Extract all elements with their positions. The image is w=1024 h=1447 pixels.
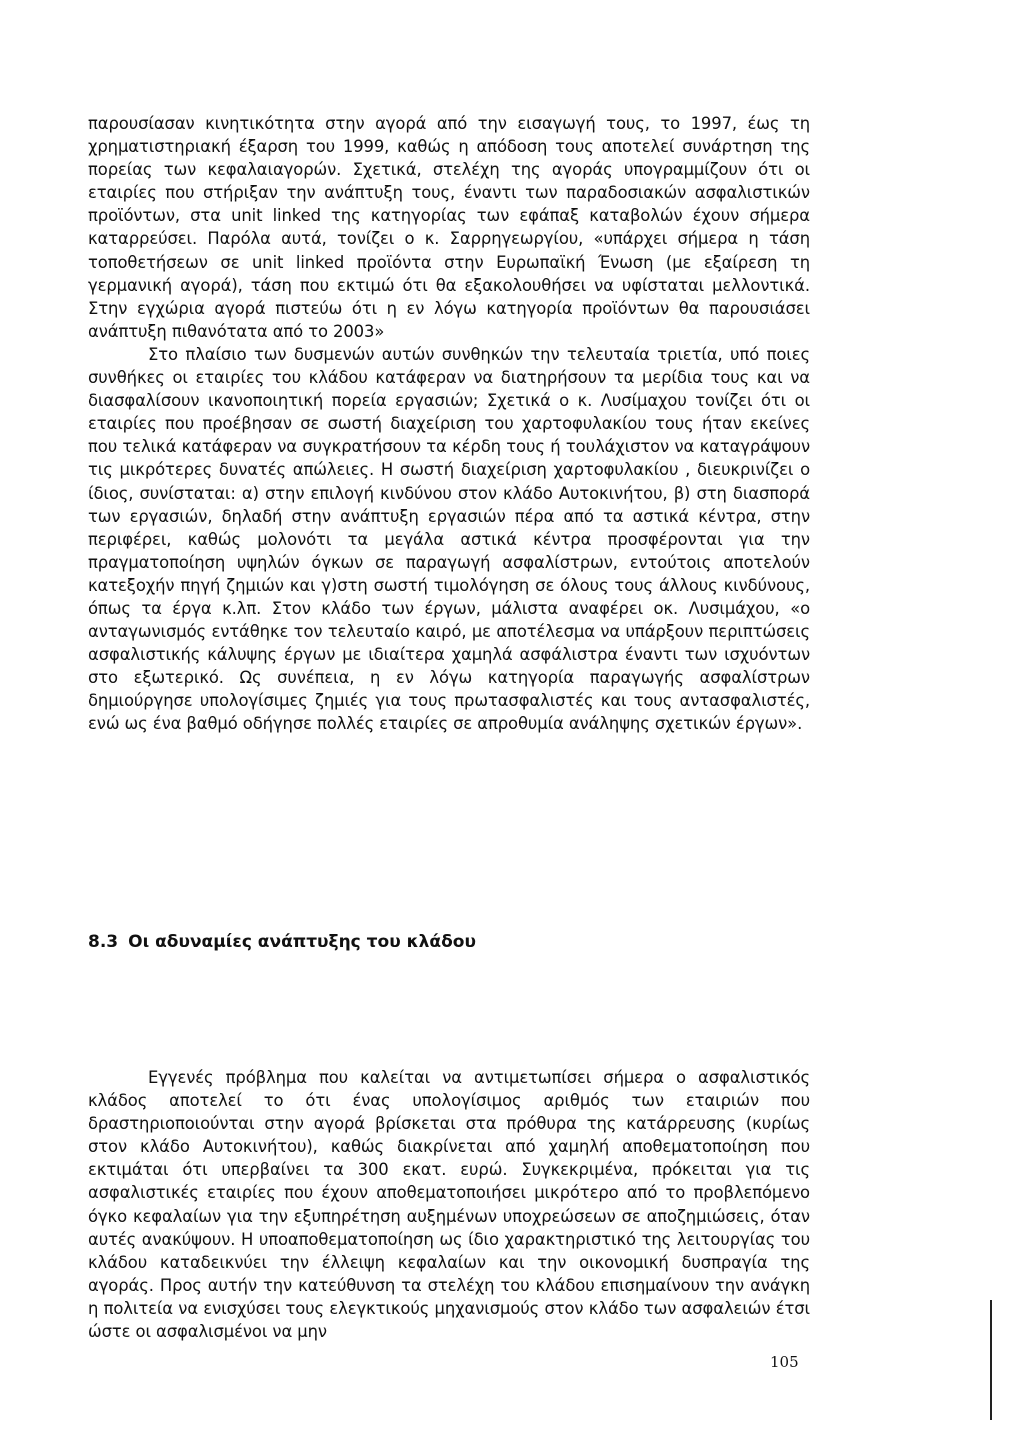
- page-number: 105: [770, 1353, 799, 1371]
- body-text-bottom: [88, 1066, 810, 1343]
- section-title: Οι αδυναμίες ανάπτυξης του κλάδου: [128, 932, 476, 952]
- paragraph-weaknesses: Εγγενές πρόβλημα που καλείται να αντιμετωπίσει σήμερα ο ασφαλιστικός κλάδος αποτελεί το ότι ένας υπολογίσιμος αριθμός των εταιριών που δραστηριοποιούνται στην αγορά βρίσκεται στα πρόθυρα της κατάρρευσης (κυρίως στον κλάδο Αυτοκινήτου), καθώς διακρίνεται από χαμηλή αποθεματοποίηση που εκτιμάται ότι υπερβαίνει τα 300 εκατ. ευρώ. Συγκεκριμένα, πρόκειται για τις ασφαλιστικές εταιρίες που έχουν αποθεματοποιήσει μικρότερο από το προβλεπόμενο όγκο κεφαλαίων για την εξυπηρέτηση αυξημένων υποχρεώσεων σε αποζημιώσεις, όταν αυτές ανακύψουν. Η υποαποθεματοποίηση ως ίδιο χαρακτηριστικό της λειτουργίας του κλάδου καταδεικνύει την έλλειψη κεφαλαίων και την οικονομική δυσπραγία της αγοράς. Προς αυτήν την κατεύθυνση τα στελέχη του κλάδου επισημαίνουν την ανάγκη η πολιτεία να ενισχύσει τους ελεγκτικούς μηχανισμούς στον κλάδο των ασφαλειών έτσι ώστε οι ασφαλισμένοι να μην: [88, 1068, 810, 1342]
- paragraph-portfolio-management: Στο πλαίσιο των δυσμενών αυτών συνθηκών την τελευταία τριετία, υπό ποιες συνθήκες οι εταιρίες του κλάδου κατάφεραν να διατηρήσουν τα μερίδια τους και να διασφαλίσουν ικανοποιητική πορεία εργασιών; Σχετικά ο κ. Λυσίμαχου τονίζει ότι οι εταιρίες που προέβησαν σε σωστή διαχείριση του χαρτοφυλακίου τους ήταν εκείνες που τελικά κατάφεραν να συγκρατήσουν τα κέρδη τους ή τουλάχιστον να καταγράψουν τις μικρότερες δυνατές απώλειες. Η σωστή διαχείριση χαρτοφυλακίου , διευκρινίζει ο ίδιος, συνίσταται: α) στην επιλογή κινδύνου στον κλάδο Αυτοκινήτου, β) στη διασπορά των εργασιών, δηλαδή στην ανάπτυξη εργασιών πέρα από τα αστικά κέντρα, στην περιφέρει, καθώς μολονότι τα μεγάλα αστικά κέντρα προσφέρονται για την πραγματοποίηση υψηλών όγκων σε παραγωγή ασφαλίστρων, εντούτοις αποτελούν κατεξοχήν πηγή ζημιών και γ)στη σωστή τιμολόγηση σε όλους τους άλλους κινδύνους, όπως τα έργα κ.λπ. Στον κλάδο των έργων, μάλιστα αναφέρει οκ. Λυσιμάχου, «ο ανταγωνισμός εντάθηκε τον τελευταίο καιρό, με αποτέλεσμα να υπάρξουν περιπτώσεις ασφαλιστικής κάλυψης έργων με ιδιαίτερα χαμηλά ασφάλιστρα έναντι των ισχυόντων στο εξωτερικό. Ως συνέπεια, η εν λόγω κατηγορία παραγωγής ασφαλίστρων δημιούργησε υπολογίσιμες ζημιές για τους πρωτασφαλιστές και τους αντασφαλιστές, ενώ ως ένα βαθμό οδήγησε πολλές εταιρίες σε απροθυμία ανάληψης σχετικών έργων».: [88, 344, 810, 734]
- section-number: 8.3: [88, 932, 119, 952]
- body-text-top: [88, 112, 810, 736]
- scan-edge-line: [990, 1300, 992, 1420]
- paragraph-continuation: παρουσίασαν κινητικότητα στην αγορά από την εισαγωγή τους, το 1997, έως τη χρηματιστηριακή έξαρση του 1999, καθώς η απόδοση τους αποτελεί συνάρτηση της πορείας των κεφαλαιαγορών. Σχετικά, στελέχη της αγοράς υπογραμμίζουν ότι οι εταιρίες που στήριξαν την ανάπτυξη τους, έναντι των παραδοσιακών ασφαλιστικών προϊόντων, στα unit linked της κατηγορίας των εφάπαξ καταβολών έχουν σήμερα καταρρεύσει. Παρόλα αυτά, τονίζει ο κ. Σαρρηγεωργίου, «υπάρχει σήμερα η τάση τοποθετήσεων σε unit linked προϊόντα στην Ευρωπαϊκή Ένωση (με εξαίρεση τη γερμανική αγορά), τάση που εκτιμώ ότι θα εξακολουθήσει να υφίσταται μελλοντικά. Στην εγχώρια αγορά πιστεύω ότι η εν λόγω κατηγορία προϊόντων θα παρουσιάσει ανάπτυξη πιθανότατα από το 2003»: [88, 114, 810, 341]
- section-heading: [88, 930, 476, 954]
